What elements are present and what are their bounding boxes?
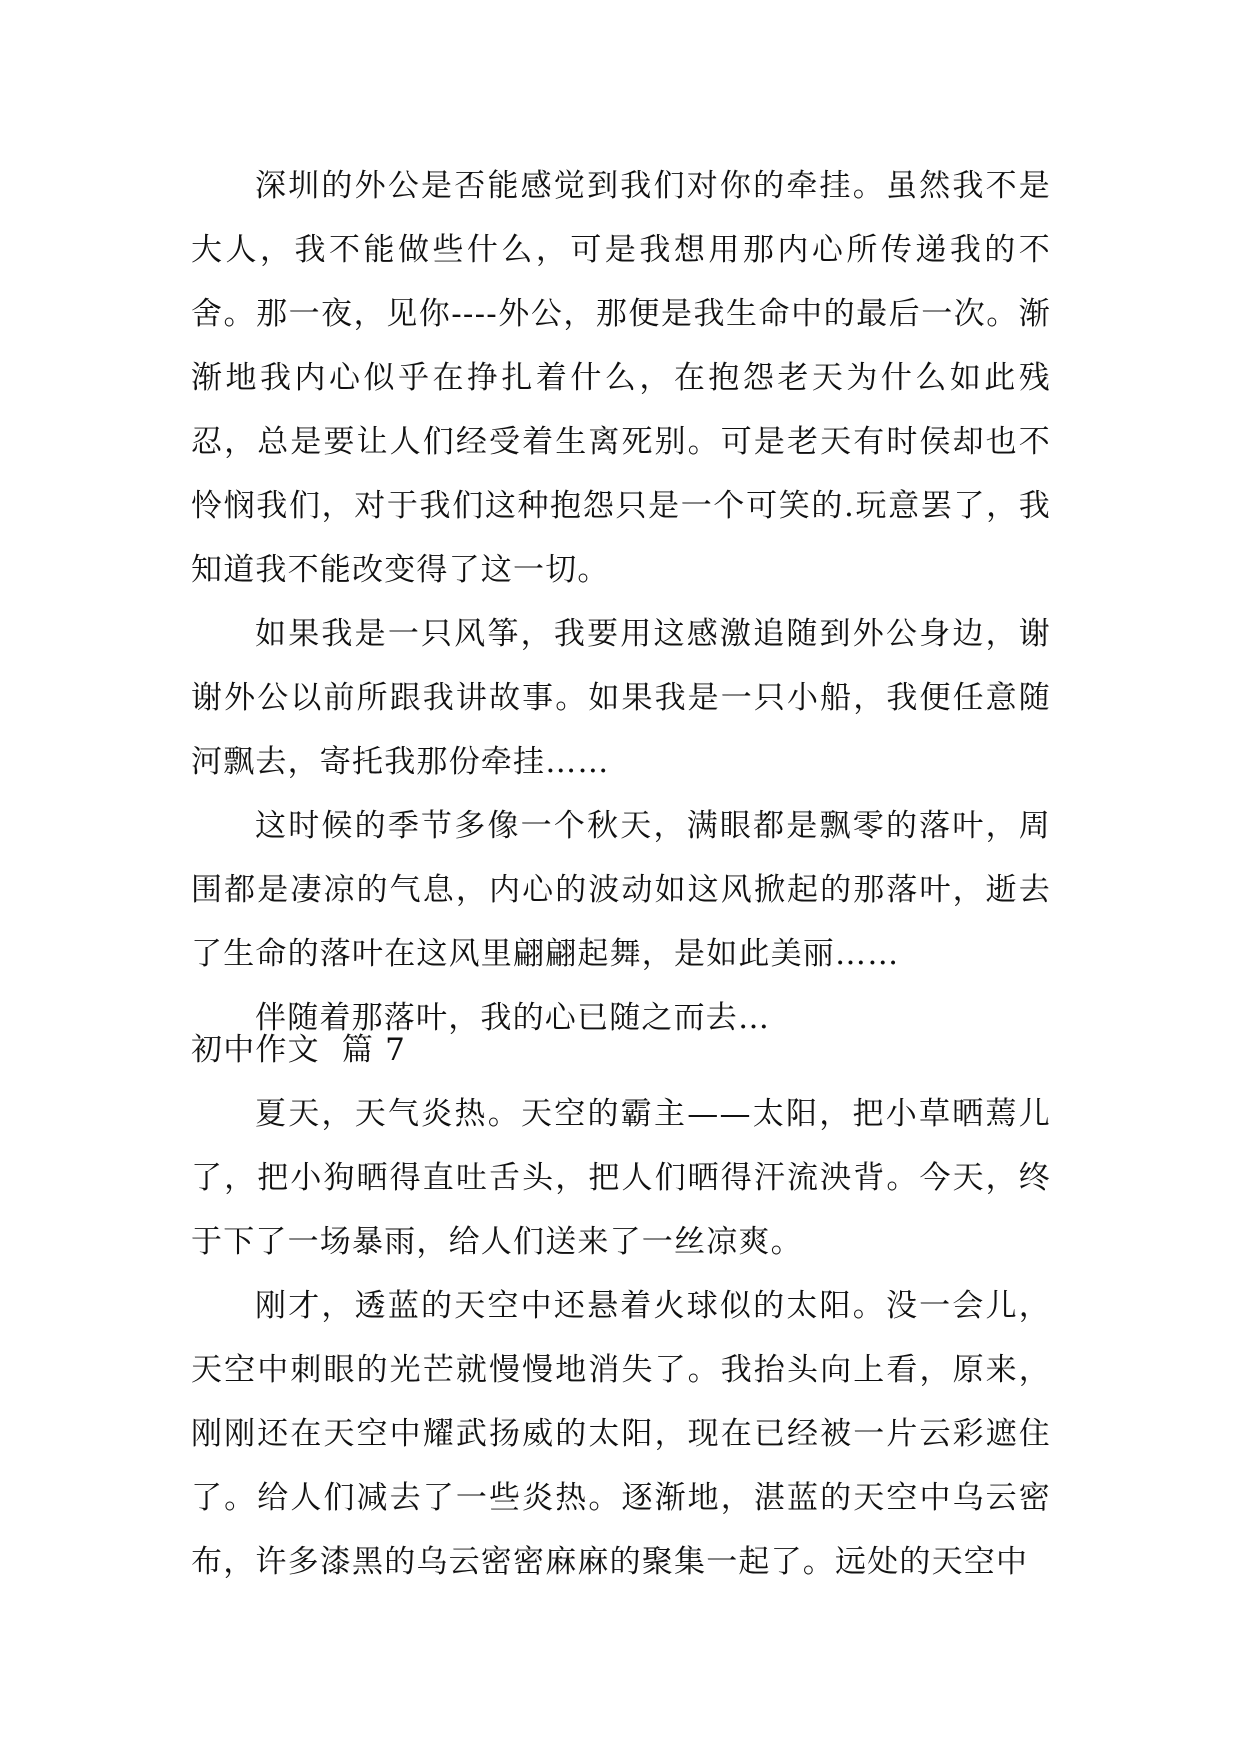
essay-body-top bbox=[191, 154, 1051, 1050]
paragraph: 深圳的外公是否能感觉到我们对你的牵挂。虽然我不是大人，我不能做些什么，可是我想用那内心所传递我的不舍。那一夜，见你----外公，那便是我生命中的最后一次。渐渐地我内心似乎在挣扎着什么，在抱怨老天为什么如此残忍，总是要让人们经受着生离死别。可是老天有时侯却也不怜悯我们，对于我们这种抱怨只是一个可笑的.玩意罢了，我知道我不能改变得了这一切。 bbox=[191, 168, 1051, 588]
paragraph: 刚才，透蓝的天空中还悬着火球似的太阳。没一会儿，天空中刺眼的光芒就慢慢地消失了。我抬头向上看，原来，刚刚还在天空中耀武扬威的太阳，现在已经被一片云彩遮住了。给人们减去了一些炎热。逐渐地，湛蓝的天空中乌云密布，许多漆黑的乌云密密麻麻的聚集一起了。远处的天空中 bbox=[191, 1288, 1051, 1580]
paragraph: 伴随着那落叶，我的心已随之而去… bbox=[255, 1000, 771, 1036]
essay-body-bottom bbox=[191, 1082, 1051, 1594]
section-title: 初中作文 篇 7 bbox=[191, 1032, 407, 1068]
paragraph: 如果我是一只风筝，我要用这感激追随到外公身边，谢谢外公以前所跟我讲故事。如果我是一只小船，我便任意随河飘去，寄托我那份牵挂…… bbox=[191, 616, 1051, 780]
paragraph: 这时候的季节多像一个秋天，满眼都是飘零的落叶，周围都是凄凉的气息，内心的波动如这风掀起的那落叶，逝去了生命的落叶在这风里翩翩起舞，是如此美丽…… bbox=[191, 808, 1051, 972]
paragraph: 夏天，天气炎热。天空的霸主——太阳，把小草晒蔫儿了，把小狗晒得直吐舌头，把人们晒得汗流泱背。今天，终于下了一场暴雨，给人们送来了一丝凉爽。 bbox=[191, 1096, 1051, 1260]
